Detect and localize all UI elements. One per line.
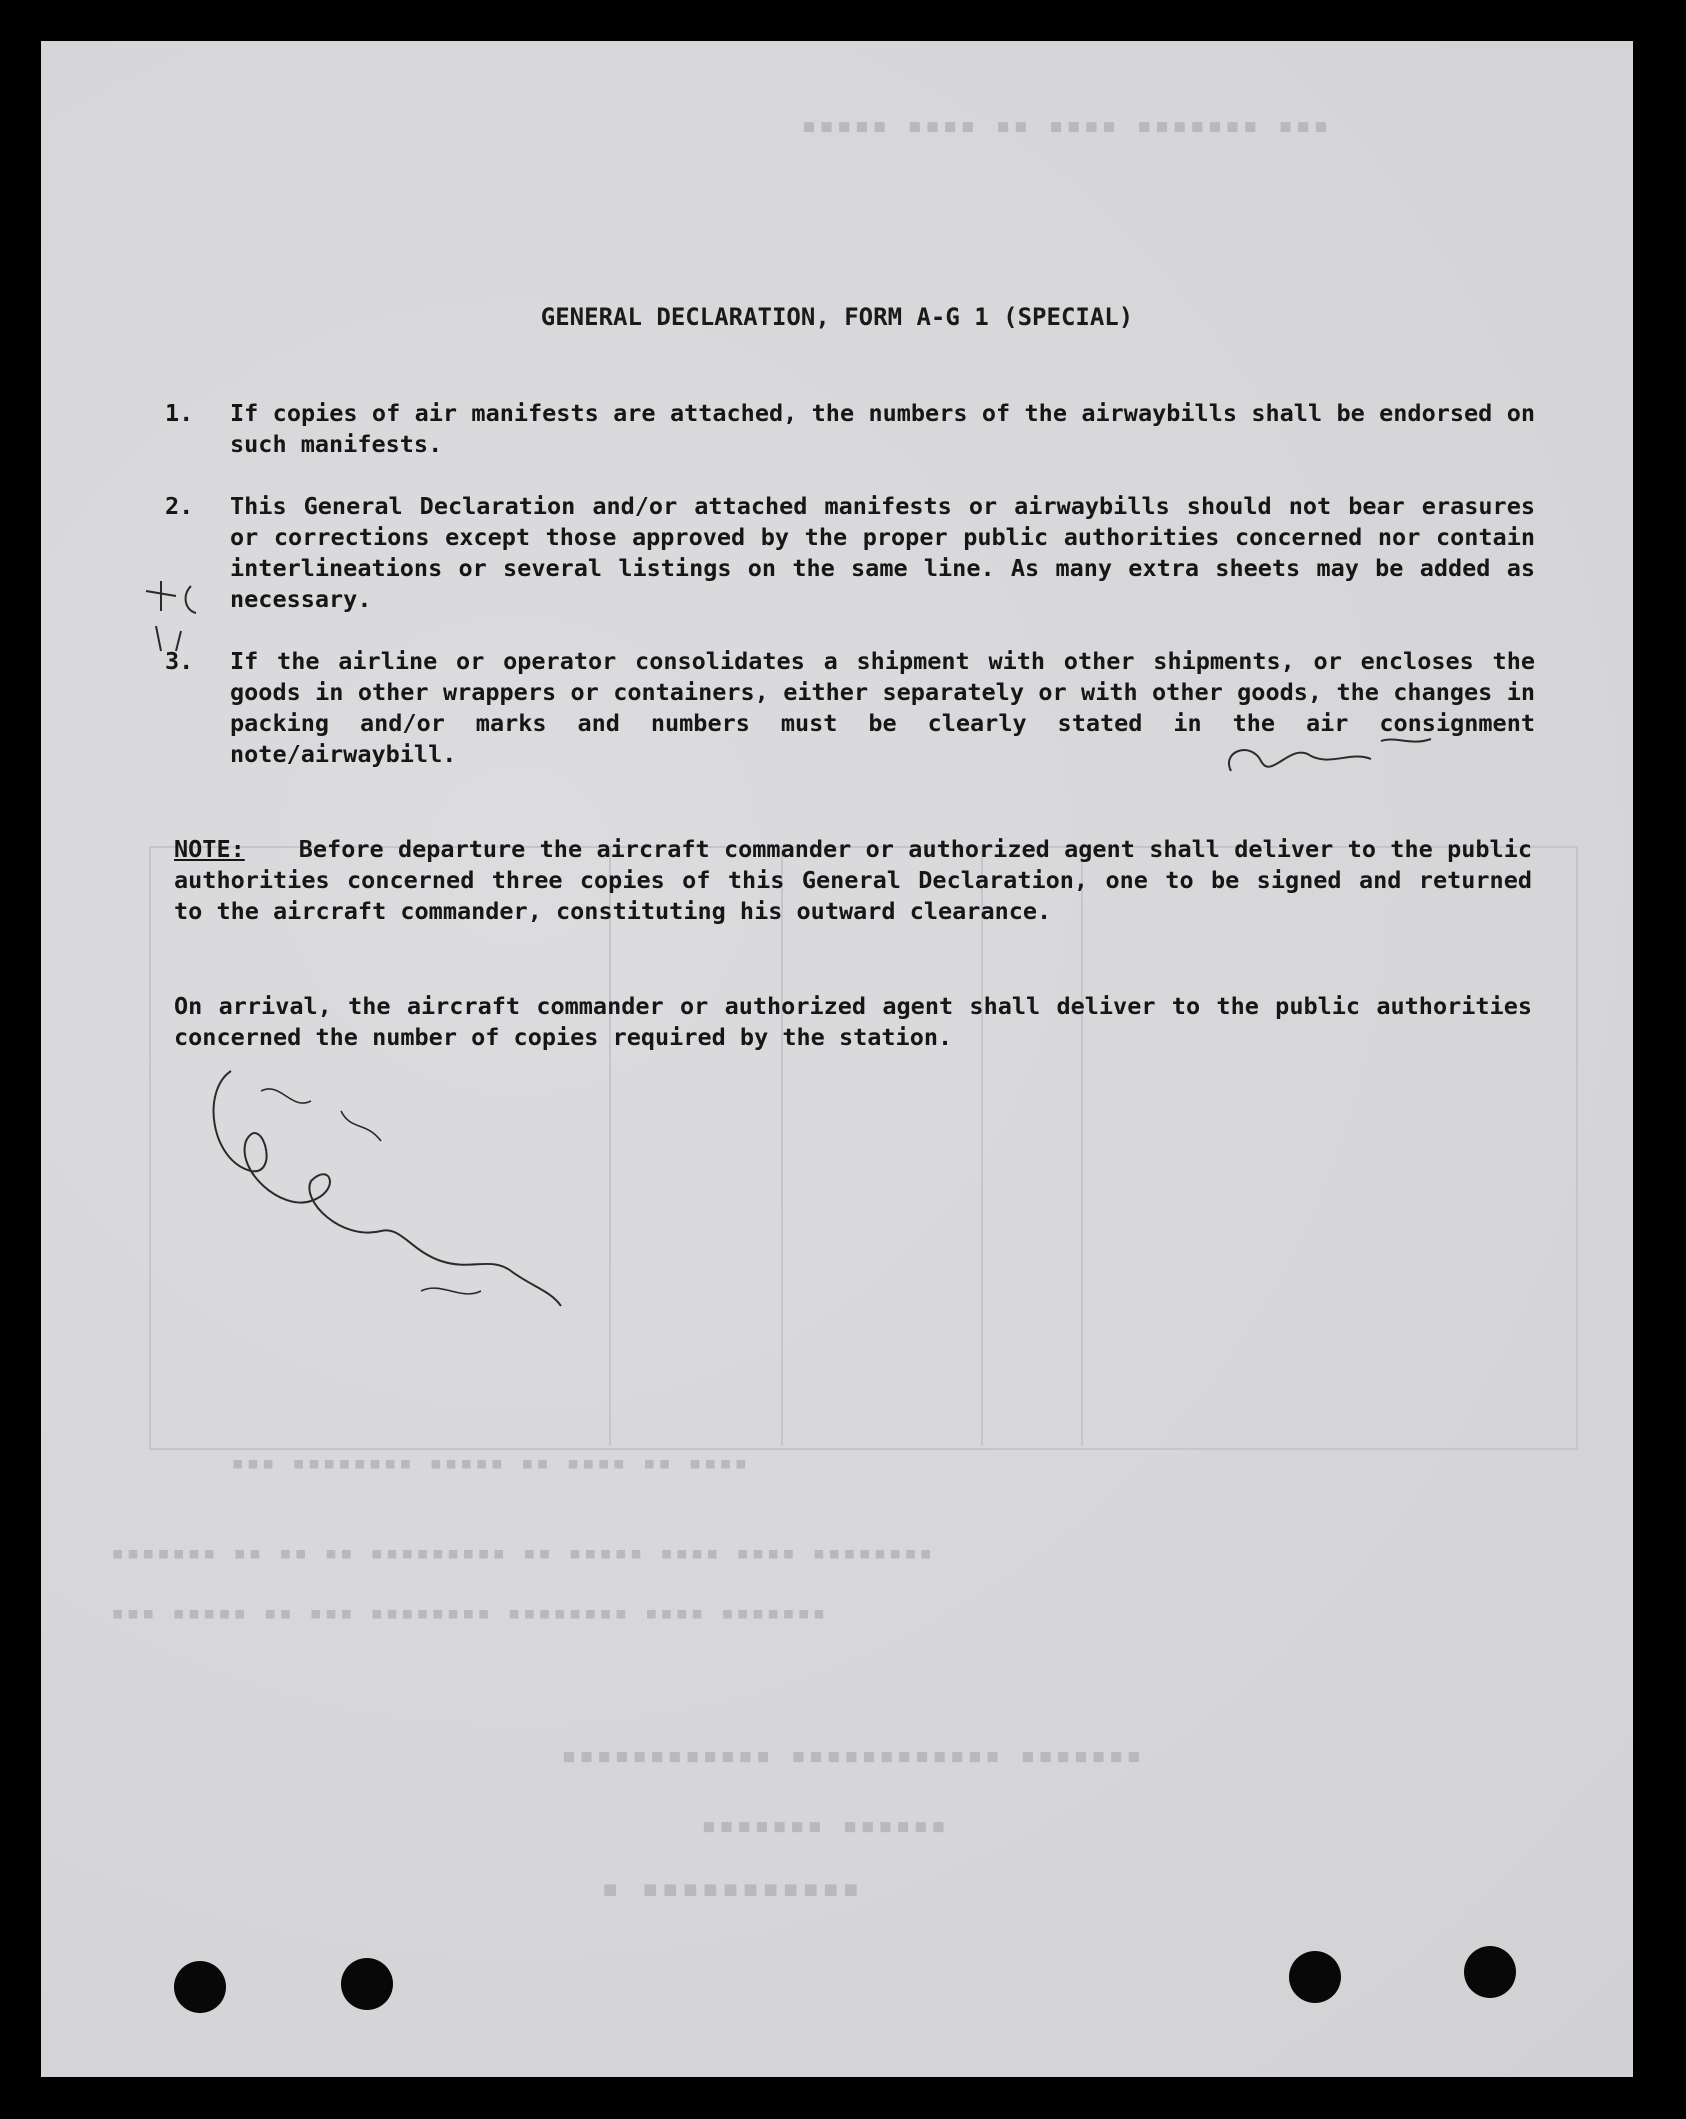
bleed-through-text: ▪▪▪▪▪▪▪ ▪▪ ▪▪ ▪▪ ▪▪▪▪▪▪▪▪▪ ▪▪ ▪▪▪▪▪ ▪▪▪▪ ▪▪▪▪ ▪▪▪▪▪▪▪▪ (111, 1541, 935, 1566)
bleed-through-rule (1081, 846, 1083, 1446)
document-title: GENERAL DECLARATION, FORM A-G 1 (SPECIAL) (540, 303, 1134, 331)
item-text: If copies of air manifests are attached, the numbers of the airwaybills shall be endorsed on such manifests. (230, 399, 1535, 458)
bleed-through-text: ▪▪▪▪▪ ▪▪▪▪ ▪▪ ▪▪▪▪ ▪▪▪▪▪▪▪ ▪▪▪ (801, 111, 1331, 141)
item-number: 3. (165, 647, 194, 675)
arrival-text: On arrival, the aircraft commander or authorized agent shall deliver to the public authorities concerned the number of copies required by the station. (174, 992, 1532, 1051)
bleed-through-text: ▪▪▪ ▪▪▪▪▪▪▪▪ ▪▪▪▪▪ ▪▪ ▪▪▪▪ ▪▪ ▪▪▪▪ (231, 1451, 750, 1476)
instruction-item-2 (165, 491, 1535, 615)
bleed-through-text: ▪▪▪ ▪▪▪▪▪ ▪▪ ▪▪▪ ▪▪▪▪▪▪▪▪ ▪▪▪▪▪▪▪▪ ▪▪▪▪ ▪▪▪▪▪▪▪ (111, 1601, 828, 1626)
handwritten-margin-mark (136, 551, 256, 671)
document-page (41, 41, 1633, 2077)
handwritten-signature (191, 1051, 631, 1331)
note-paragraph (174, 834, 1532, 927)
instruction-item-1 (165, 398, 1535, 460)
item-number: 1. (165, 399, 194, 427)
punch-hole (341, 1958, 393, 2010)
arrival-paragraph (174, 991, 1532, 1053)
note-label: NOTE: (174, 835, 245, 863)
punch-hole (174, 1961, 226, 2013)
bleed-through-rule (781, 846, 783, 1446)
handwritten-note (1221, 681, 1471, 801)
item-text: This General Declaration and/or attached manifests or airwaybills should not bear erasures or corrections except those approved by the proper public authorities concerned nor contain interlineations or several listings on the same line. As many extra sheets may be added as necessary. (230, 492, 1535, 613)
item-number: 2. (165, 492, 194, 520)
punch-hole (1289, 1951, 1341, 2003)
bleed-through-text: ▪▪▪▪▪▪▪▪▪▪▪▪ ▪▪▪▪▪▪▪▪▪▪▪▪ ▪▪▪▪▪▪▪ (561, 1741, 1144, 1771)
bleed-through-rule (981, 846, 983, 1446)
bleed-through-text: ▪▪▪▪▪▪▪ ▪▪▪▪▪▪ (701, 1811, 949, 1841)
punch-hole (1464, 1946, 1516, 1998)
item-text: If the airline or operator consolidates a shipment with other shipments, or encloses the goods in other wrappers or containers, either separately or with other goods, the changes in packing and/or marks and numbers must be clearly stated in the air consignment note/airwaybill. (230, 647, 1535, 768)
note-text: Before departure the aircraft commander or authorized agent shall deliver to the public authorities concerned three copies of this General Declaration, one to be signed and returned to the aircraft commander, constituting his outward clearance. (174, 835, 1532, 925)
bleed-through-text: ▪ ▪▪▪▪▪▪▪▪▪▪▪ (601, 1871, 862, 1906)
